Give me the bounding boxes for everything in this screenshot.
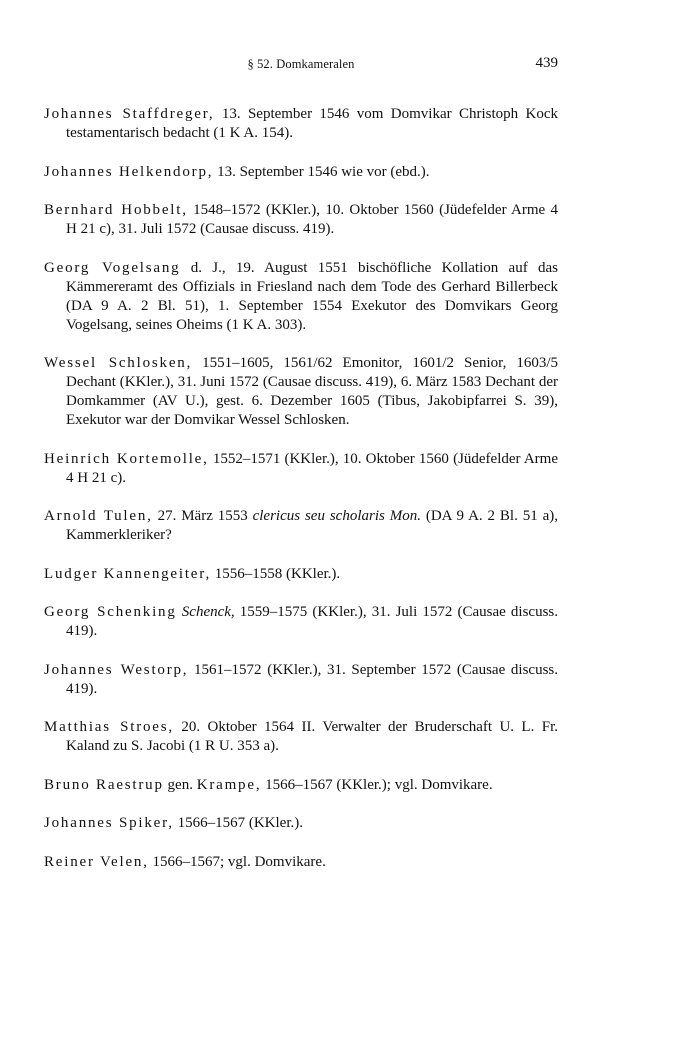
entry-name: Ludger Kannengeiter, <box>44 565 212 582</box>
entry-latin-quote: clericus seu scholaris Mon. <box>252 508 421 524</box>
running-head <box>44 55 558 75</box>
entry-name-variant: Schenck, <box>181 604 235 620</box>
entry-bruno-raestrup <box>44 776 558 795</box>
entry-text-post: (DA 9 A. 2 Bl. 51 a), Kammerkleriker? <box>66 508 558 543</box>
entry-wessel-schlosken <box>44 354 558 430</box>
entry-name: Georg Vogelsang <box>44 259 181 276</box>
entry-georg-vogelsang <box>44 259 558 335</box>
entry-name: Heinrich Kortemolle, <box>44 450 209 467</box>
entry-text: 1561–1572 (KKler.), 31. September 1572 (Causae discuss. 419). <box>66 661 558 697</box>
entry-text: 13. September 1546 wie vor (ebd.). <box>213 163 430 180</box>
entry-bernhard-hobbelt <box>44 201 558 239</box>
entry-name: Bruno Raestrup <box>44 776 164 793</box>
entry-text: 1552–1571 (KKler.), 10. Oktober 1560 (Jüdefelder Arme 4 H 21 c). <box>66 450 558 486</box>
entry-arnold-tulen <box>44 507 558 545</box>
entry-johannes-westorp <box>44 661 558 699</box>
entry-johannes-staffdreger <box>44 105 558 143</box>
entry-ludger-kannengeiter <box>44 565 558 584</box>
entry-name: Arnold Tulen, <box>44 508 153 524</box>
entry-list <box>44 90 558 891</box>
entry-text: 1566–1567 (KKler.). <box>173 815 304 831</box>
running-title: § 52. Domkameralen <box>247 57 355 71</box>
entry-alias-name: Krampe, <box>196 776 262 793</box>
entry-name: Johannes Staffdreger, <box>44 106 215 122</box>
entry-text-post: 1559–1575 (KKler.), 31. Juli 1572 (Causae discuss. 419). <box>66 604 559 639</box>
entry-text-post: 1566–1567 (KKler.); vgl. Domvikare. <box>261 776 493 793</box>
entry-georg-schenking <box>44 603 558 641</box>
entry-johannes-spiker <box>44 814 558 833</box>
entry-name: Johannes Spiker, <box>44 815 174 831</box>
entry-reiner-velen <box>44 853 558 872</box>
entry-name: Reiner Velen, <box>44 853 149 870</box>
entry-name: Georg Schenking <box>44 604 177 620</box>
entry-text: d. J., 19. August 1551 bischöfliche Kollation auf das Kämmereramt des Offizials in Friesland nach dem Tode des Gerhard Billerbeck (DA 9 A. 2 Bl. 51), 1. September 1554 Exekutor des Domvikars Georg Vogelsang, seines Oheims (1 K A. 303). <box>66 259 558 333</box>
entry-name: Matthias Stroes, <box>44 719 174 735</box>
entry-name: Wessel Schlosken, <box>44 355 193 371</box>
entry-name: Johannes Helkendorp, <box>44 163 214 180</box>
entry-text: 13. September 1546 vom Domvikar Christoph Kock testamentarisch bedacht (1 K A. 154). <box>66 106 558 141</box>
page-number: 439 <box>535 55 558 71</box>
entry-text: 1556–1558 (KKler.). <box>211 565 341 582</box>
entry-text: 20. Oktober 1564 II. Verwalter der Bruderschaft U. L. Fr. Kaland zu S. Jacobi (1 R U. 353 a). <box>66 719 558 754</box>
entry-name: Johannes Westorp, <box>44 661 189 678</box>
entry-johannes-helkendorp <box>44 163 558 182</box>
entry-text-pre: gen. <box>163 776 197 793</box>
entry-text: 1548–1572 (KKler.), 10. Oktober 1560 (Jüdefelder Arme 4 H 21 c), 31. Juli 1572 (Causae discuss. 419). <box>66 202 558 237</box>
entry-name: Bernhard Hobbelt, <box>44 202 188 218</box>
entry-heinrich-kortemolle <box>44 450 558 488</box>
entry-matthias-stroes <box>44 718 558 756</box>
entry-text-pre: 27. März 1553 <box>152 508 253 524</box>
entry-text: 1551–1605, 1561/62 Emonitor, 1601/2 Senior, 1603/5 Dechant (KKler.), 31. Juni 1572 (Causae discuss. 419), 6. März 1583 Dechant der Domkammer (AV U.), gest. 6. Dezember 1605 (Tibus, Jakobipfarrei S. 39), Exekutor war der Domvikar Wessel Schlosken. <box>66 355 558 428</box>
entry-text: 1566–1567; vgl. Domvikare. <box>148 853 326 870</box>
